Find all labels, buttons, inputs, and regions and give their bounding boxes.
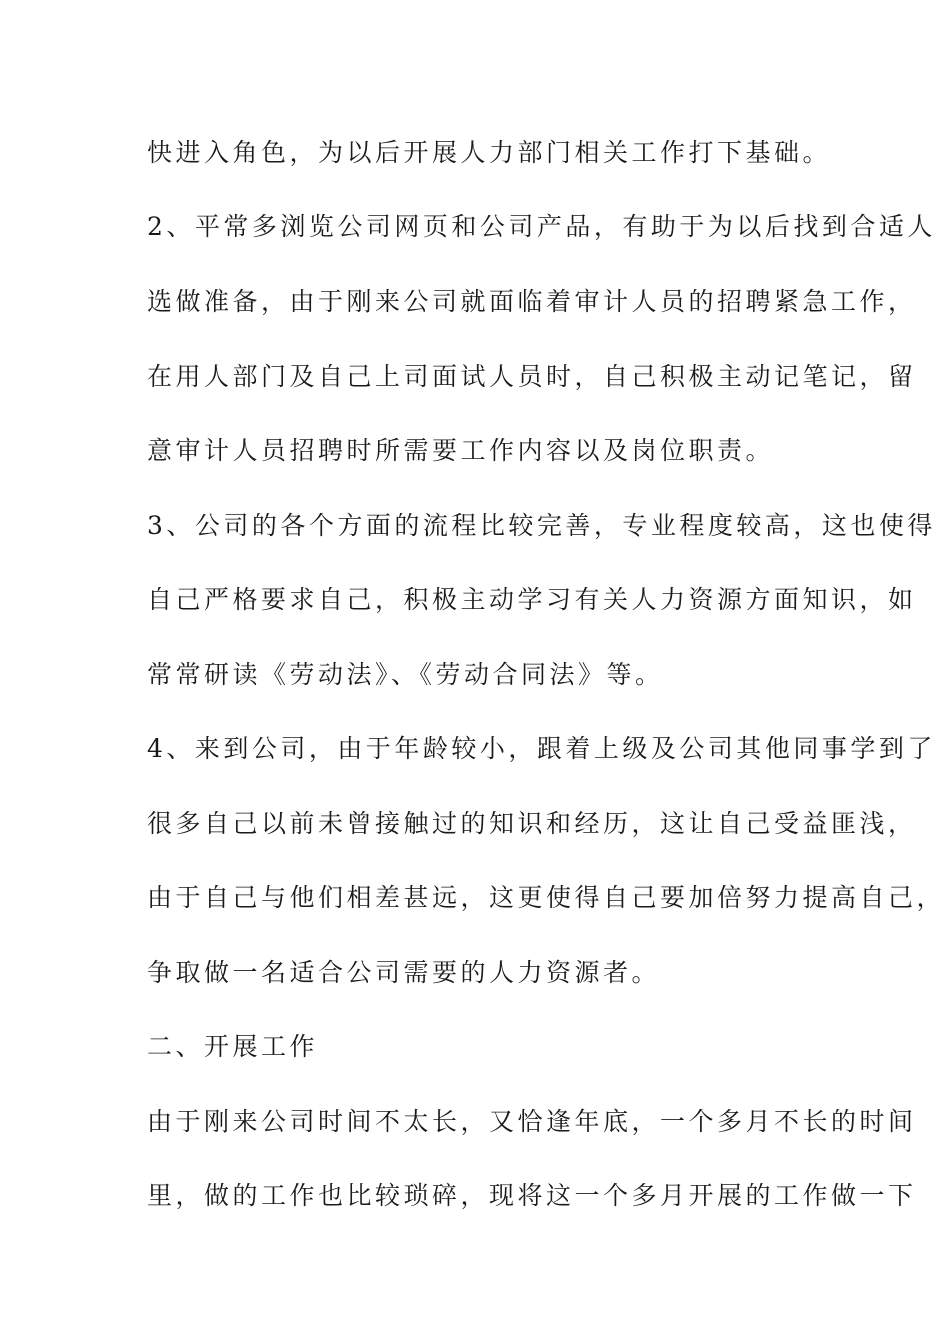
text-line: 很多自己以前未曾接触过的知识和经历，这让自己受益匪浅，	[147, 809, 917, 838]
text-line: 里，做的工作也比较琐碎，现将这一个多月开展的工作做一下	[147, 1181, 917, 1210]
text-line: 3、公司的各个方面的流程比较完善，专业程度较高，这也使得	[147, 511, 936, 540]
text-line: 选做准备，由于刚来公司就面临着审计人员的招聘紧急工作，	[147, 287, 917, 316]
text-line: 4、来到公司，由于年龄较小，跟着上级及公司其他同事学到了	[147, 734, 936, 763]
text-line: 由于刚来公司时间不太长，又恰逢年底，一个多月不长的时间	[147, 1107, 917, 1136]
text-line: 意审计人员招聘时所需要工作内容以及岗位职责。	[147, 436, 775, 465]
text-line: 常常研读《劳动法》、《劳动合同法》等。	[147, 660, 664, 689]
text-line: 在用人部门及自己上司面试人员时，自己积极主动记笔记，留	[147, 362, 917, 391]
text-line: 2、平常多浏览公司网页和公司产品，有助于为以后找到合适人	[147, 212, 936, 241]
text-line: 由于自己与他们相差甚远，这更使得自己要加倍努力提高自己，	[147, 883, 946, 912]
text-line: 自己严格要求自己，积极主动学习有关人力资源方面知识，如	[147, 585, 917, 614]
text-line: 快进入角色，为以后开展人力部门相关工作打下基础。	[147, 138, 832, 167]
section-heading: 二、开展工作	[147, 1032, 319, 1061]
text-line: 争取做一名适合公司需要的人力资源者。	[147, 958, 661, 987]
